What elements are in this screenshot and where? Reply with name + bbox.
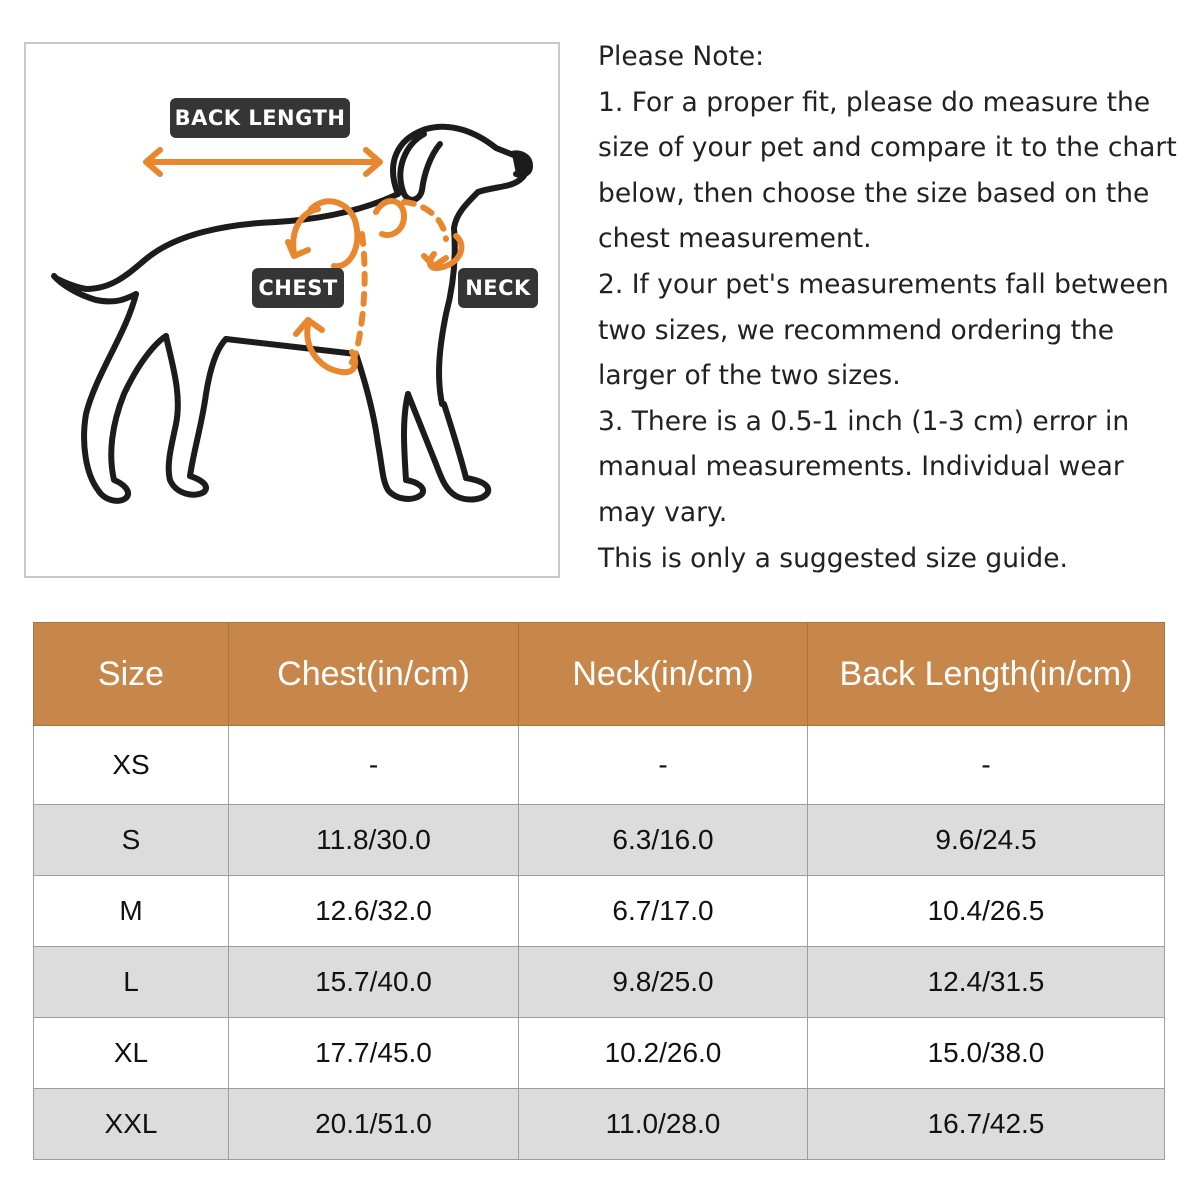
cell-chest: - xyxy=(229,726,519,805)
table-row xyxy=(34,805,1165,876)
cell-size: XL xyxy=(34,1018,229,1089)
cell-back-length: 10.4/26.5 xyxy=(808,876,1165,947)
cell-back-length: 12.4/31.5 xyxy=(808,947,1165,1018)
cell-chest: 20.1/51.0 xyxy=(229,1089,519,1160)
neck-label: NECK xyxy=(458,268,538,308)
cell-back-length: 9.6/24.5 xyxy=(808,805,1165,876)
size-note xyxy=(598,34,1188,581)
cell-chest: 17.7/45.0 xyxy=(229,1018,519,1089)
cell-neck: 11.0/28.0 xyxy=(519,1089,808,1160)
table-row xyxy=(34,726,1165,805)
size-chart-table xyxy=(33,622,1165,1160)
cell-chest: 15.7/40.0 xyxy=(229,947,519,1018)
cell-neck: 6.7/17.0 xyxy=(519,876,808,947)
cell-chest: 11.8/30.0 xyxy=(229,805,519,876)
header-size: Size xyxy=(34,623,229,726)
note-item-3: 3. There is a 0.5-1 inch (1-3 cm) error in manual measurements. Individual wear may vary. xyxy=(598,405,1130,528)
header-neck: Neck(in/cm) xyxy=(519,623,808,726)
back-length-label: BACK LENGTH xyxy=(170,98,350,138)
cell-neck: 6.3/16.0 xyxy=(519,805,808,876)
cell-back-length: 16.7/42.5 xyxy=(808,1089,1165,1160)
table-row xyxy=(34,1089,1165,1160)
table-header-row xyxy=(34,623,1165,726)
cell-neck: 9.8/25.0 xyxy=(519,947,808,1018)
cell-size: L xyxy=(34,947,229,1018)
table-row xyxy=(34,947,1165,1018)
table-row xyxy=(34,1018,1165,1089)
note-item-1: 1. For a proper fit, please do measure the size of your pet and compare it to the chart below, then choose the size based on the chest measurement. xyxy=(598,86,1177,255)
cell-size: M xyxy=(34,876,229,947)
cell-back-length: - xyxy=(808,726,1165,805)
cell-chest: 12.6/32.0 xyxy=(229,876,519,947)
chest-label: CHEST xyxy=(252,268,344,308)
table-row xyxy=(34,876,1165,947)
cell-size: XXL xyxy=(34,1089,229,1160)
dog-measurement-illustration xyxy=(24,42,560,578)
note-item-2: 2. If your pet's measurements fall between two sizes, we recommend ordering the larger of the two sizes. xyxy=(598,268,1169,392)
cell-size: XS xyxy=(34,726,229,805)
note-title: Please Note: xyxy=(598,41,765,72)
header-chest: Chest(in/cm) xyxy=(229,623,519,726)
header-back-length: Back Length(in/cm) xyxy=(808,623,1165,726)
cell-size: S xyxy=(34,805,229,876)
cell-back-length: 15.0/38.0 xyxy=(808,1018,1165,1089)
cell-neck: - xyxy=(519,726,808,805)
note-footer: This is only a suggested size guide. xyxy=(598,542,1068,574)
cell-neck: 10.2/26.0 xyxy=(519,1018,808,1089)
